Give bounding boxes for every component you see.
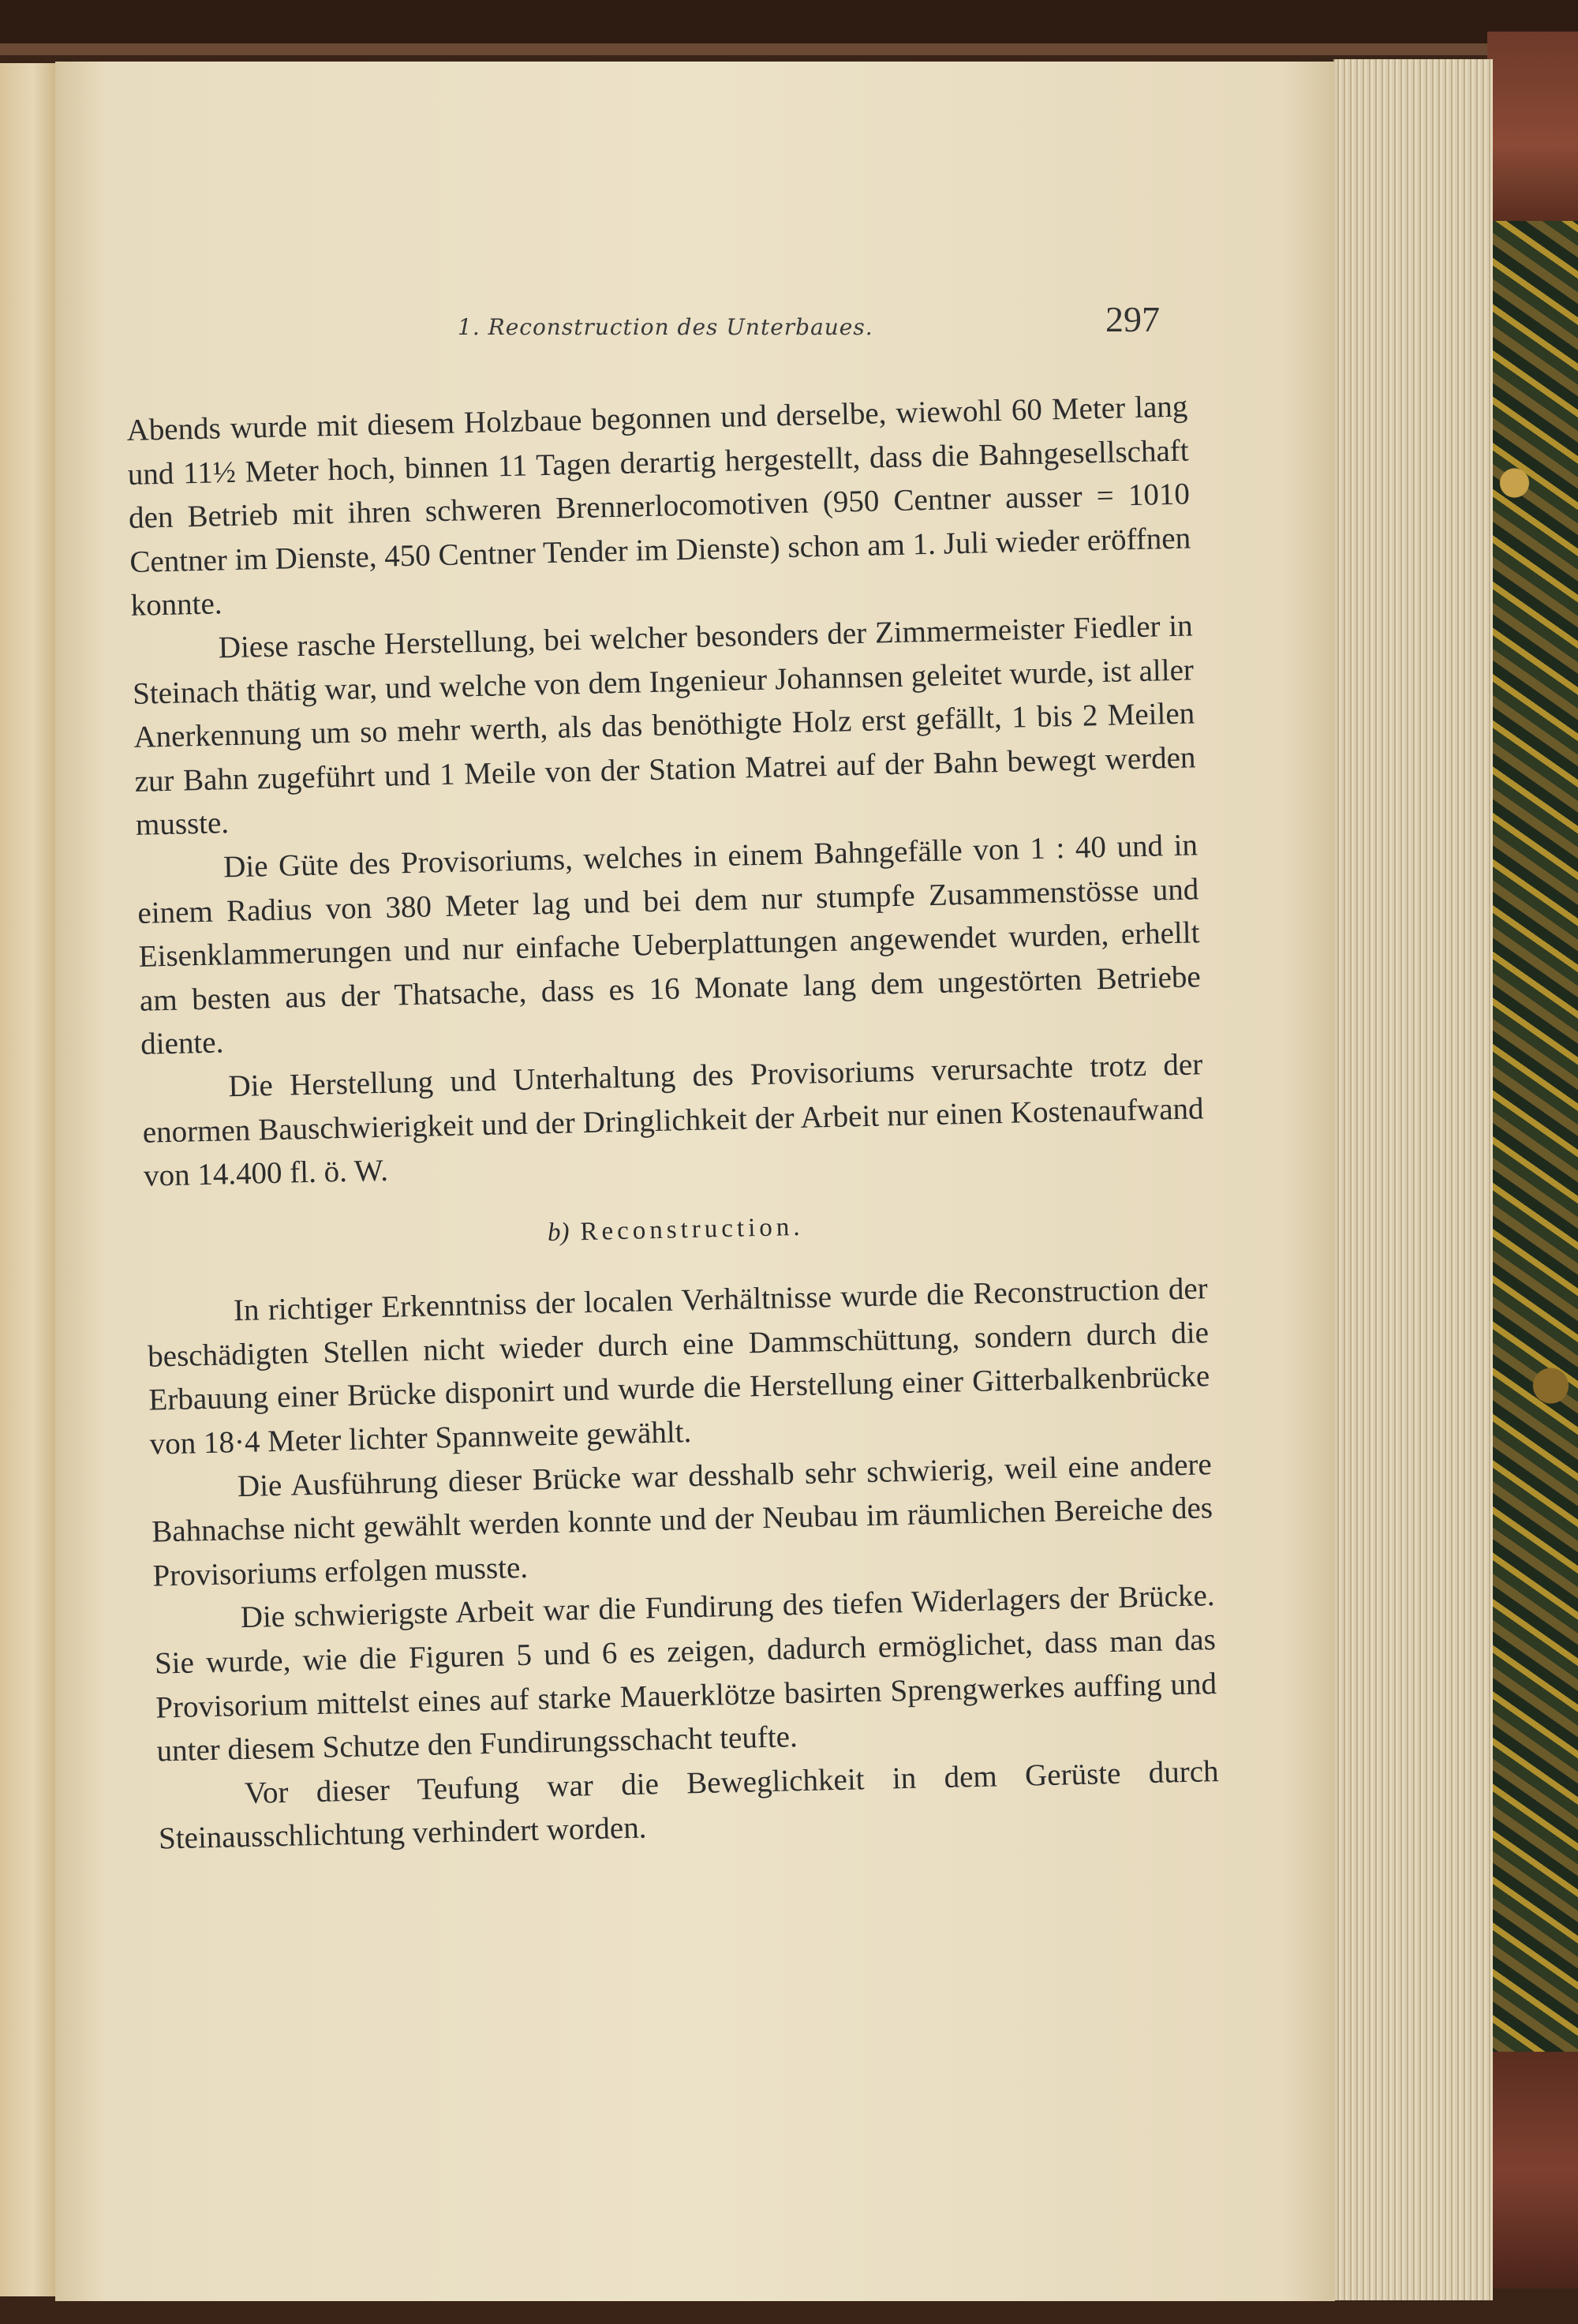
paragraph: Diese rasche Herstellung, bei welcher besonders der Zimmermeister Fiedler in Steinach thätig war, und welche von dem Ingenieur Johannsen geleitet wurde, ist aller Anerkennung um so mehr werth, als das benöthigte Holz erst gefällt, 1 bis 2 Meilen zur Bahn zugeführt und 1 Meile von der Station Matrei auf der Bahn bewegt werden musste. (132, 608, 1196, 843)
subsection-marker: b) (547, 1218, 570, 1247)
paragraph: Die schwierigste Arbeit war die Fundirung des tiefen Widerlagers der Brücke. Sie wurde, wie die Figuren 5 und 6 es zeigen, dadurch ermöglichet, dass man das Provisorium mittelst eines auf starke Mauerklötze basirten Sprengwerkes auffing und unter diesem Schutze den Fundirungsschacht teufte. (154, 1578, 1217, 1768)
paragraph: Abends wurde mit diesem Holzbaue begonnen und derselbe, wiewohl 60 Meter lang und 11½ Meter hoch, binnen 11 Tagen derartig hergestellt, dass die Bahngesellschaft den Betrieb mit ihren schweren Brennerlocomotiven (950 Centner ausser = 1010 Centner im Dienste, 450 Centner Tender im Dienste) schon am 1. Juli wieder eröffnen konnte. (126, 389, 1191, 623)
book-page (55, 62, 1335, 2301)
page-body (126, 384, 1220, 1861)
facing-page-edge (0, 63, 55, 2296)
page-stack-edges (1333, 59, 1493, 2300)
leather-corner-bottom (1487, 2052, 1578, 2288)
subsection-heading (144, 1196, 1206, 1264)
leather-corner-top (1487, 32, 1578, 221)
subsection-title: Reconstruction. (580, 1212, 804, 1246)
paragraph: Die Ausführung dieser Brücke war desshalb sehr schwierig, weil eine andere Bahnachse nicht gewählt werden konnte und der Neubau im räumlichen Bereiche des Provisoriums erfolgen musste. (151, 1446, 1213, 1593)
marbled-cover-edge (1487, 32, 1578, 2288)
page-number: 297 (1105, 299, 1160, 339)
paragraph: Vor dieser Teufung war die Beweglichkeit in dem Gerüste durch Steinausschlichtung verhindert worden. (158, 1753, 1220, 1856)
paragraph: In richtiger Erkenntniss der localen Verhältnisse wurde die Reconstruction der beschädigten Stellen nicht wieder durch eine Dammschüttung, sondern durch die Erbauung einer Brücke disponirt und wurde die Herstellung einer Gitterbalkenbrücke von 18·4 Meter lichter Spannweite gewählt. (147, 1271, 1210, 1461)
page-header (402, 298, 1191, 354)
paragraph: Die Herstellung und Unterhaltung des Provisoriums verursachte trotz der enormen Bauschwierigkeit und der Dringlichkeit der Arbeit nur einen Kostenaufwand von 14.400 fl. ö. W. (142, 1047, 1204, 1193)
paragraph: Die Güte des Provisoriums, welches in einem Bahngefälle von 1 : 40 und in einem Radius von 380 Meter lag und bei dem nur stumpfe Zusammenstösse und Eisenklammerungen und nur einfache Ueberplattungen angewendet wurden, erhellt am besten aus der Thatsache, dass es 16 Monate lang dem ungestörten Betriebe diente. (137, 828, 1202, 1062)
running-title: 1. Reconstruction des Unterbaues. (458, 314, 873, 340)
